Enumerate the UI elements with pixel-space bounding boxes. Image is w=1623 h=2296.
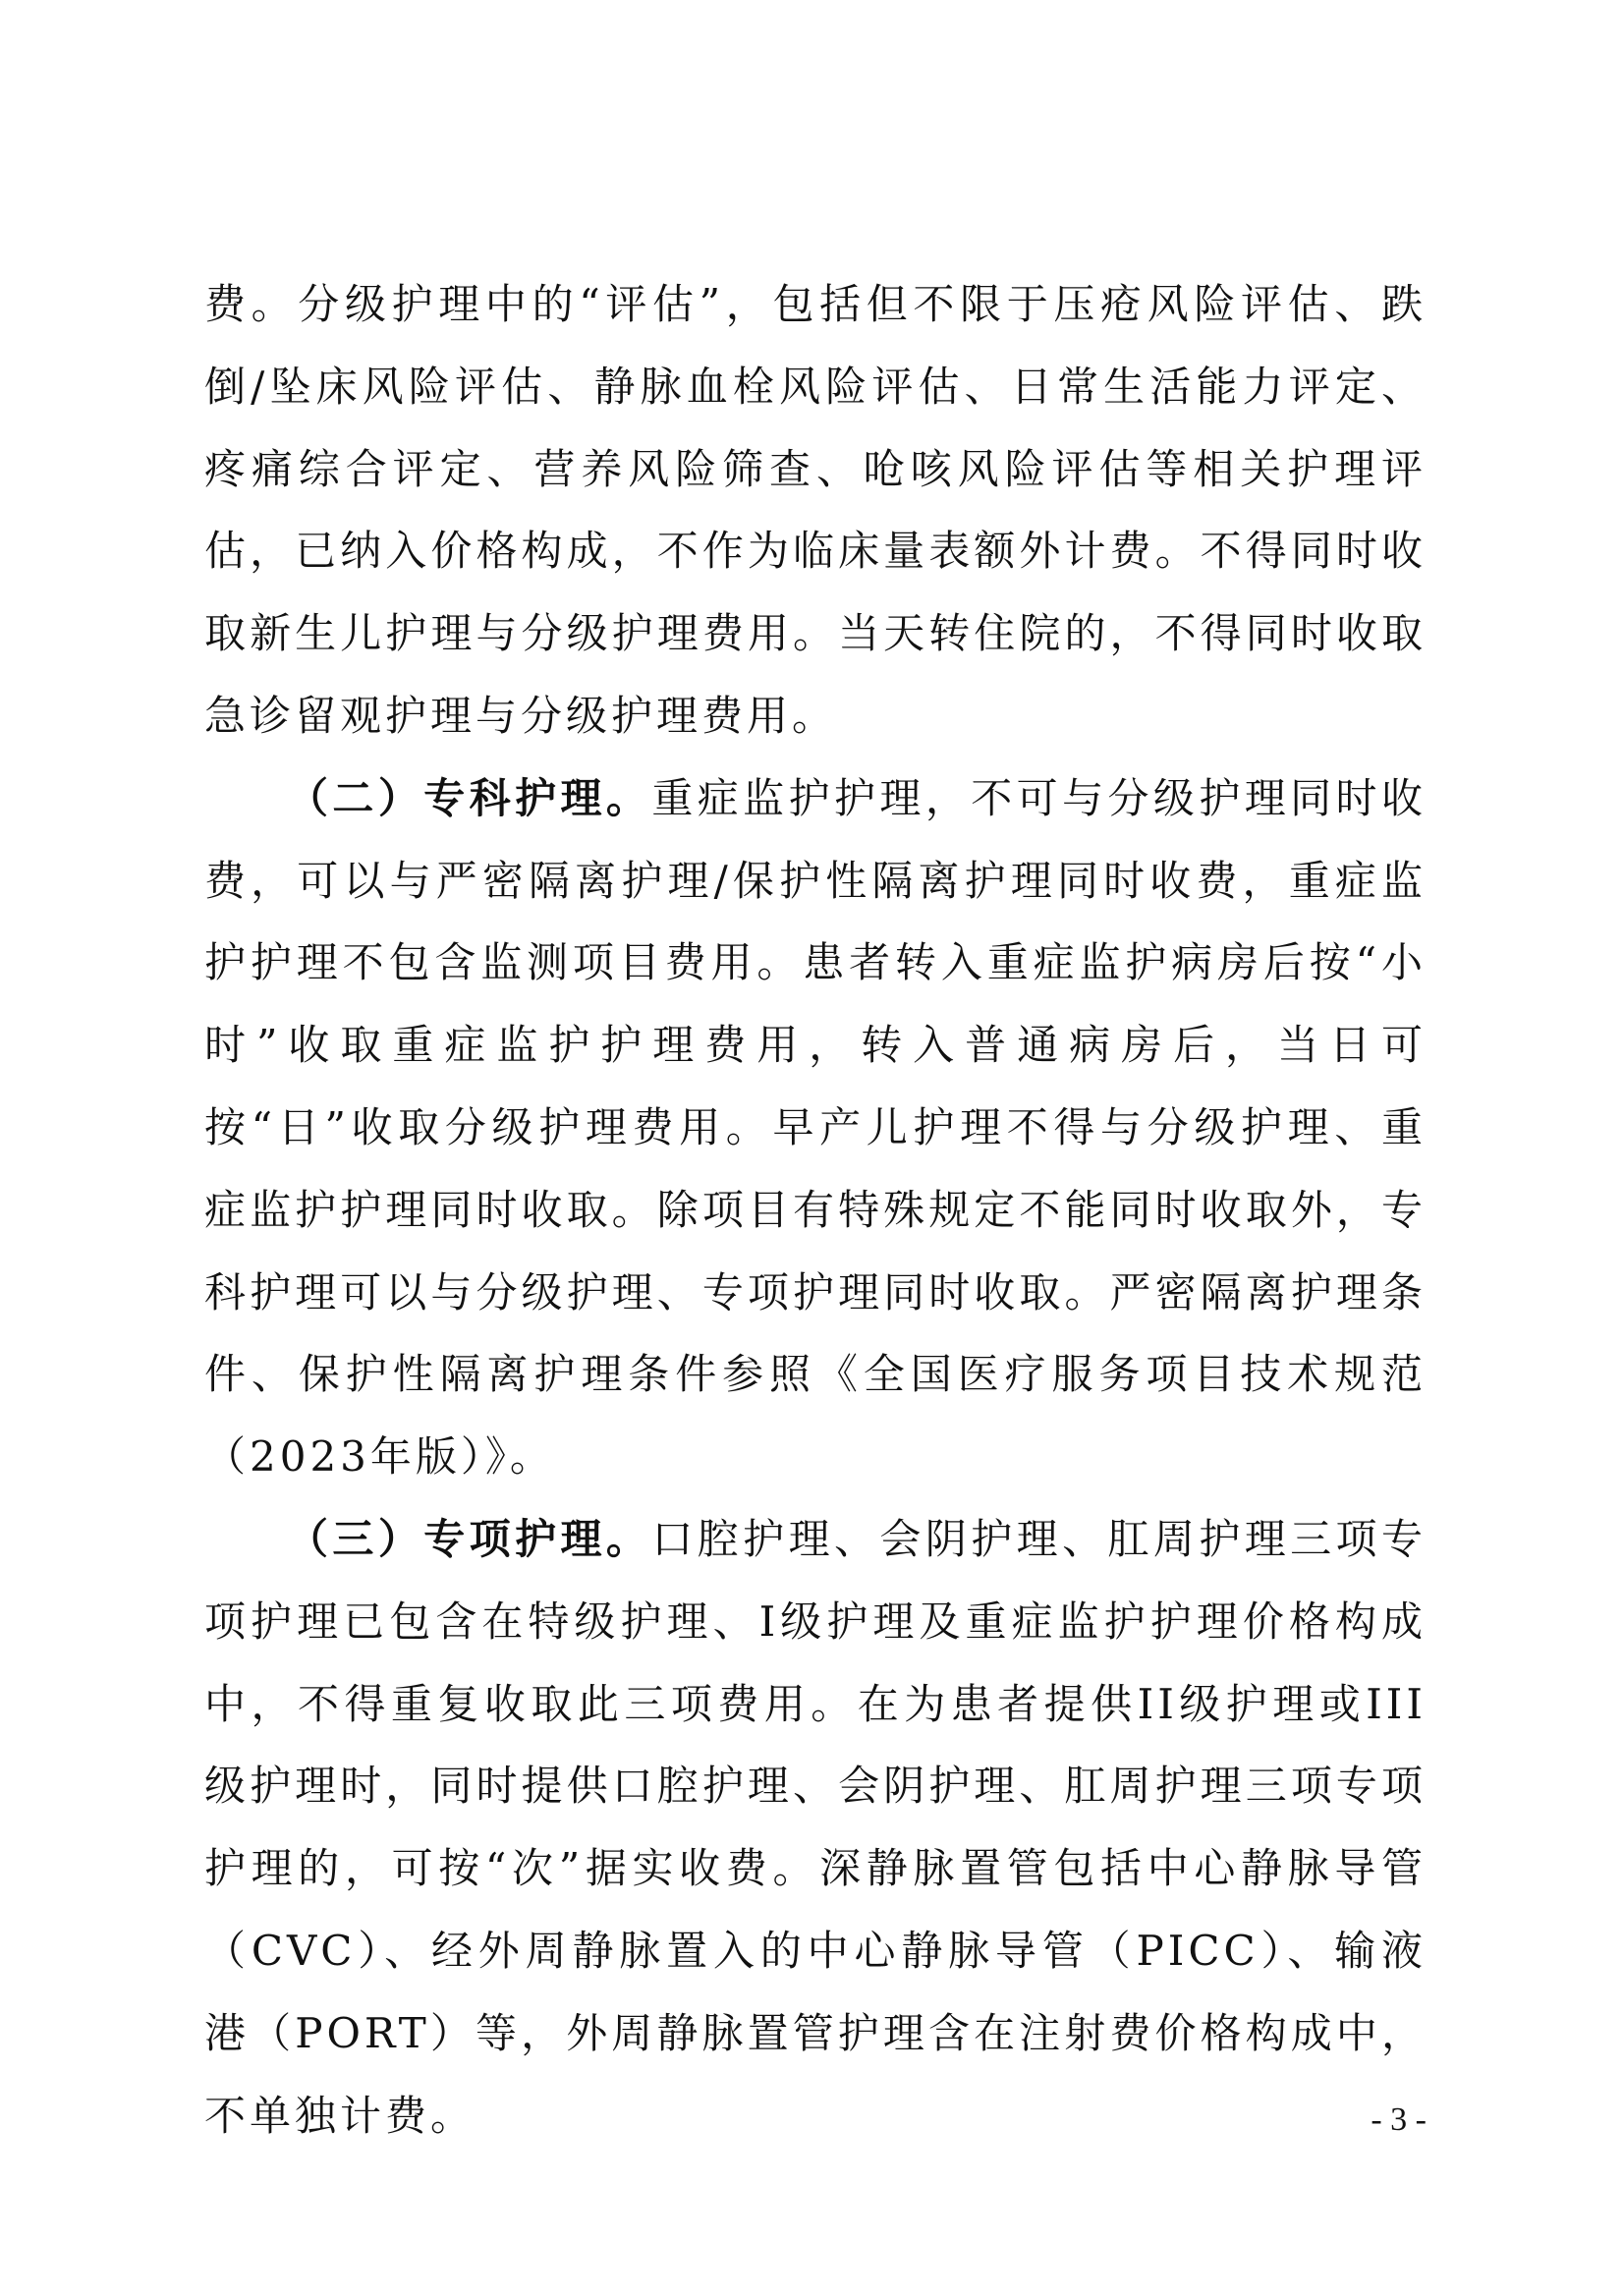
paragraph-text: 费。分级护理中的“评估”，包括但不限于压疮风险评估、跌倒/坠床风险评估、静脉血栓风险评估、日常生活能力评定、疼痛综合评定、营养风险筛查、呛咳风险评估等相关护理评估，已纳入价格构成，不作为临床量表额外计费。不得同时收取新生儿护理与分级护理费用。当天转住院的，不得同时收取急诊留观护理与分级护理费用。	[204, 280, 1427, 740]
paragraph-special-item-nursing	[204, 1498, 1427, 2156]
section-heading-specialty-nursing: （二）专科护理。	[287, 773, 652, 822]
paragraph-text: 重症监护护理，不可与分级护理同时收费，可以与严密隔离护理/保护性隔离护理同时收费，重症监护护理不包含监测项目费用。患者转入重症监护病房后按“小时”收取重症监护护理费用，转入普通病房后，当日可按“日”收取分级护理费用。早产儿护理不得与分级护理、重症监护护理同时收取。除项目有特殊规定不能同时收取外，专科护理可以与分级护理、专项护理同时收取。严密隔离护理条件、保护性隔离护理条件参照《全国医疗服务项目技术规范（2023年版）》。	[204, 773, 1427, 1482]
document-body	[204, 263, 1427, 2156]
page-number: - 3 -	[1371, 2101, 1427, 2138]
section-heading-special-item-nursing: （三）专项护理。	[287, 1514, 652, 1563]
paragraph-specialty-nursing	[204, 757, 1427, 1498]
paragraph-continuation	[204, 263, 1427, 757]
paragraph-text: 口腔护理、会阴护理、肛周护理三项专项护理已包含在特级护理、I级护理及重症监护护理价格构成中，不得重复收取此三项费用。在为患者提供II级护理或III级护理时，同时提供口腔护理、会阴护理、肛周护理三项专项护理的，可按“次”据实收费。深静脉置管包括中心静脉导管（CVC）、经外周静脉置入的中心静脉导管（PICC）、输液港（PORT）等，外周静脉置管护理含在注射费价格构成中，不单独计费。	[204, 1514, 1427, 2140]
